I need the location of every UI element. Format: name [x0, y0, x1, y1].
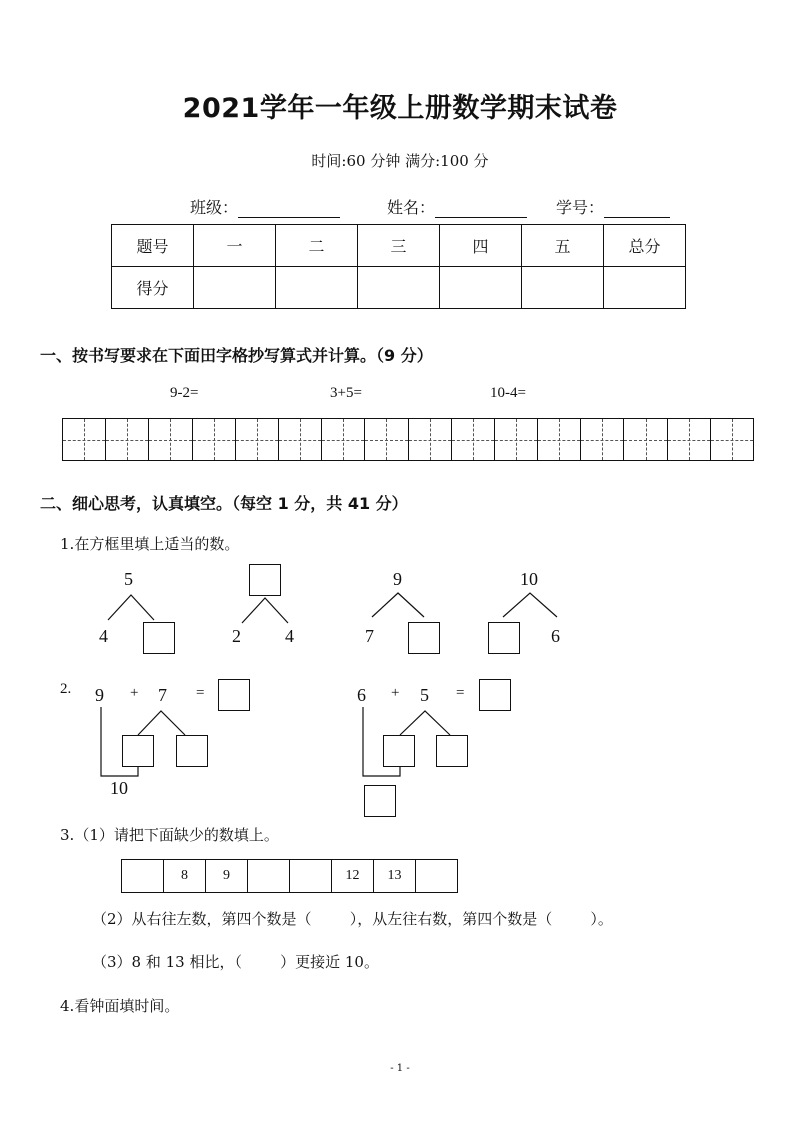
decompose-tree-branch — [242, 598, 288, 623]
addend-number: 6 — [357, 685, 366, 705]
q4-number: 4. — [60, 997, 75, 1015]
copy-expression: 10-4= — [490, 385, 526, 401]
page-title: 2021学年一年级上册数学期末试卷 — [182, 93, 618, 124]
q3-part2: （2）从右往左数，第四个数是（ ），从左往右数，第四个数是（ ）。 — [92, 910, 613, 928]
answer-box[interactable] — [218, 679, 250, 711]
score-header-cell: 四 — [440, 225, 522, 267]
answer-box[interactable] — [479, 679, 511, 711]
q3-prompt — [60, 824, 279, 845]
tree-left-number: 4 — [99, 626, 108, 646]
answer-box[interactable] — [143, 622, 175, 654]
addend-number: 5 — [420, 685, 429, 705]
answer-box[interactable] — [176, 735, 208, 767]
tree-right-number: 4 — [285, 626, 294, 646]
answer-box[interactable] — [436, 735, 468, 767]
plus-sign: + — [130, 685, 139, 701]
number-sequence-table — [121, 859, 458, 893]
answer-box[interactable] — [488, 622, 520, 654]
section2-heading: 二、细心思考，认真填空。（每空 1 分，共 41 分） — [40, 494, 408, 513]
tree-right-number: 6 — [551, 626, 560, 646]
addend-number: 7 — [158, 685, 167, 705]
exam-time-score: 时间:60 分钟 满分:100 分 — [311, 152, 489, 170]
sequence-cell: 9 — [206, 860, 248, 893]
class-label: 班级： — [190, 198, 239, 217]
q1-text: 在方框里填上适当的数。 — [74, 535, 240, 553]
sequence-cell[interactable] — [122, 860, 164, 893]
tree-top-number: 10 — [520, 569, 538, 589]
name-label: 姓名： — [387, 198, 436, 217]
decompose-tree-branch — [108, 595, 154, 620]
score-header-cell: 总分 — [604, 225, 686, 267]
score-header-cell: 三 — [358, 225, 440, 267]
q3-number: 3. — [60, 826, 75, 844]
split-branch — [400, 711, 450, 735]
equals-sign: = — [456, 685, 465, 701]
split-branch — [138, 711, 185, 735]
score-header-cell: 题号 — [112, 225, 194, 267]
sequence-cell: 12 — [332, 860, 374, 893]
answer-box[interactable] — [249, 564, 281, 596]
q3-part1: （1）请把下面缺少的数填上。 — [74, 826, 279, 844]
sequence-cell: 8 — [164, 860, 206, 893]
answer-box[interactable] — [122, 735, 154, 767]
score-header-cell: 一 — [194, 225, 276, 267]
q4-prompt — [60, 995, 179, 1016]
page-number: - 1 - — [390, 1063, 410, 1074]
section1-heading: 一、按书写要求在下面田字格抄写算式并计算。（9 分） — [40, 346, 433, 365]
copy-expression: 9-2= — [170, 385, 199, 401]
sequence-cell: 13 — [374, 860, 416, 893]
decompose-tree-branch — [503, 593, 557, 617]
q2-number: 2. — [60, 681, 72, 697]
answer-box[interactable] — [383, 735, 415, 767]
q4-text: 看钟面填时间。 — [74, 997, 180, 1015]
answer-box[interactable] — [408, 622, 440, 654]
q3-part3: （3）8 和 13 相比，（ ）更接近 10。 — [92, 953, 379, 971]
student-id-label: 学号： — [556, 198, 605, 217]
tree-left-number: 7 — [365, 626, 374, 646]
tree-top-number: 9 — [393, 569, 402, 589]
answer-box[interactable] — [364, 785, 396, 817]
q1-number: 1. — [60, 535, 75, 553]
addend-number: 9 — [95, 685, 104, 705]
sequence-cell[interactable] — [290, 860, 332, 893]
sequence-cell[interactable] — [248, 860, 290, 893]
plus-sign: + — [391, 685, 400, 701]
decompose-tree-branch — [372, 593, 424, 617]
score-header-cell: 二 — [276, 225, 358, 267]
score-row-label: 得分 — [112, 267, 194, 309]
copy-expression: 3+5= — [330, 385, 362, 401]
equals-sign: = — [196, 685, 205, 701]
tree-left-number: 2 — [232, 626, 241, 646]
sequence-cell[interactable] — [416, 860, 458, 893]
score-header-cell: 五 — [522, 225, 604, 267]
make-ten-number: 10 — [110, 778, 128, 798]
tree-top-number: 5 — [124, 569, 133, 589]
